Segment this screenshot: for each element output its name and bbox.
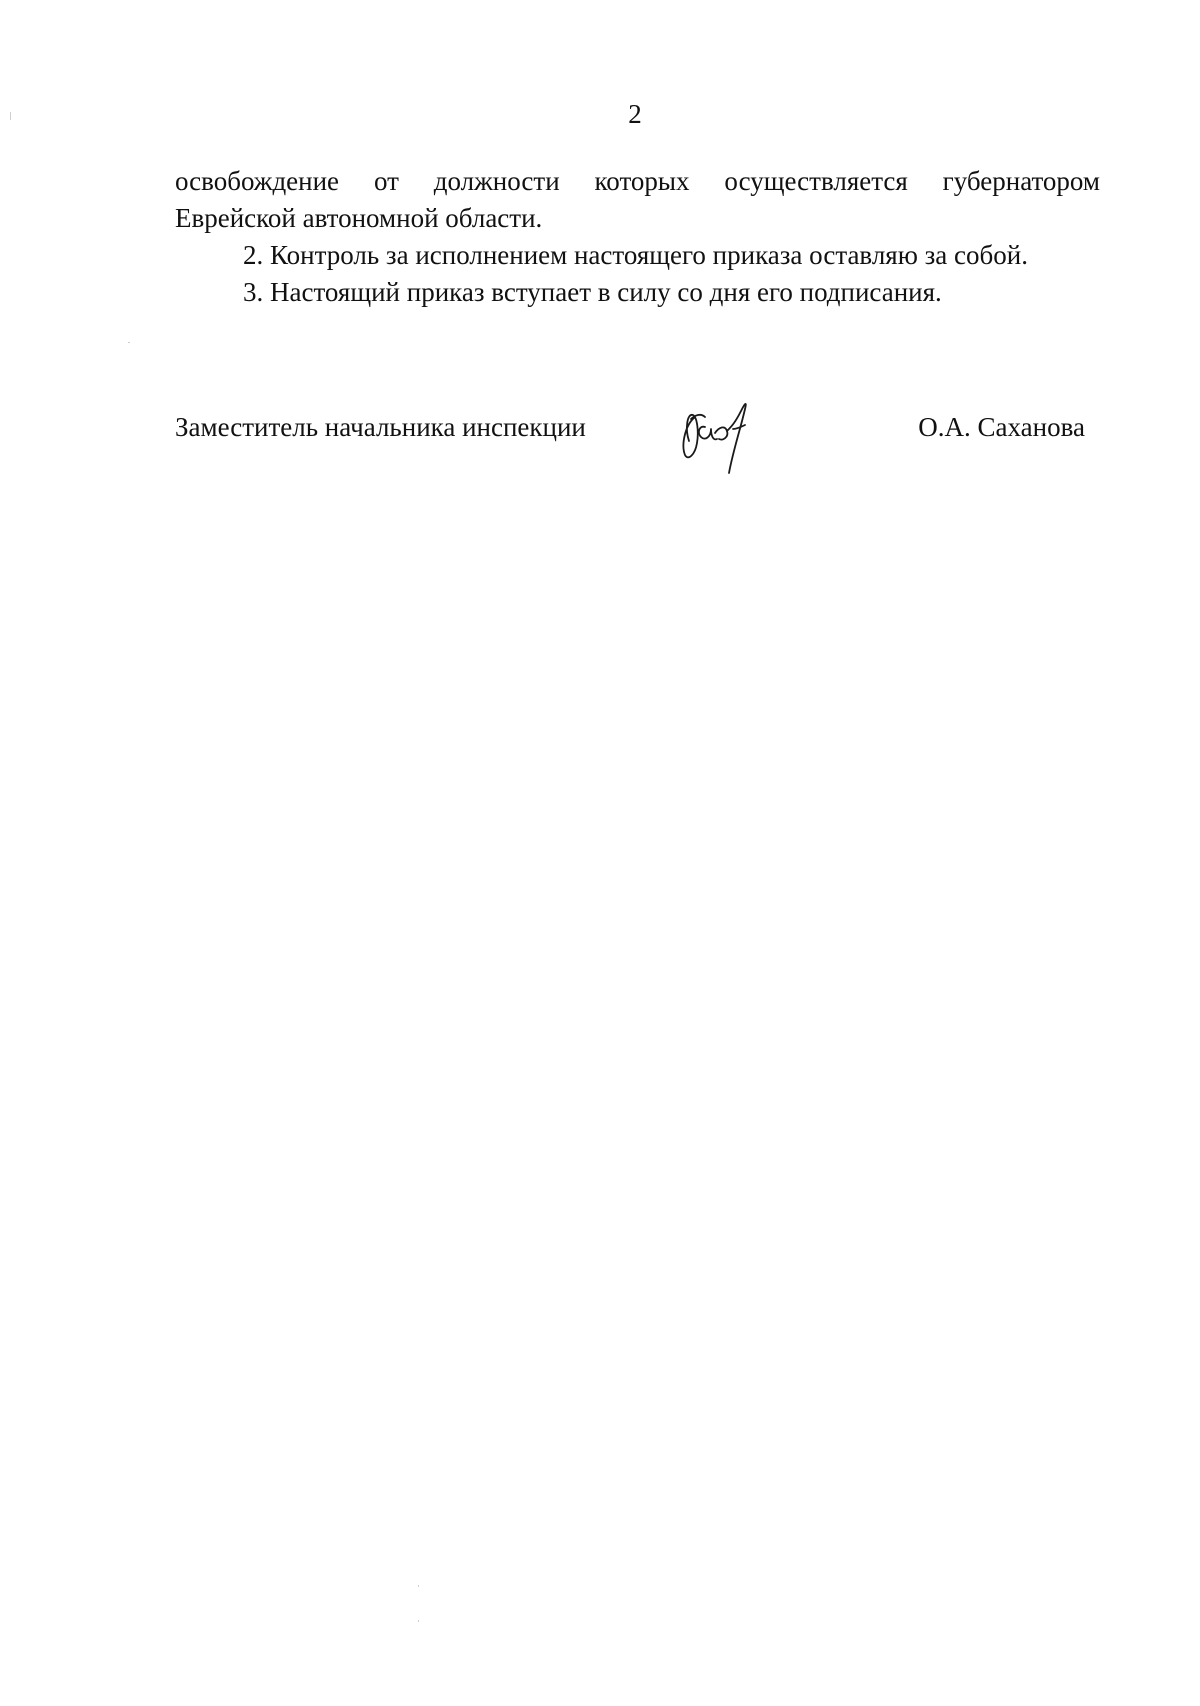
handwritten-signature-icon: [675, 397, 775, 487]
signer-name: О.А. Саханова: [918, 412, 1085, 442]
page-number: 2: [628, 99, 642, 129]
scan-dust-mark: [128, 342, 130, 343]
scan-dust-mark: [10, 112, 11, 120]
signature-block: [175, 409, 1085, 479]
scan-dust-mark: [418, 1620, 419, 1622]
paragraph-item-3: 3. Настоящий приказ вступает в силу со дня его подписания.: [243, 277, 942, 307]
signer-position: Заместитель начальника инспекции: [175, 412, 586, 442]
paragraph-continuation-line: освобождение от должности которых осуществляется губернатором: [175, 166, 1100, 196]
document-body: [175, 163, 1100, 311]
paragraph-item-2: 2. Контроль за исполнением настоящего приказа оставляю за собой.: [243, 240, 1028, 270]
paragraph-continuation-end: Еврейской автономной области.: [175, 203, 543, 233]
scan-dust-mark: [418, 1585, 419, 1587]
